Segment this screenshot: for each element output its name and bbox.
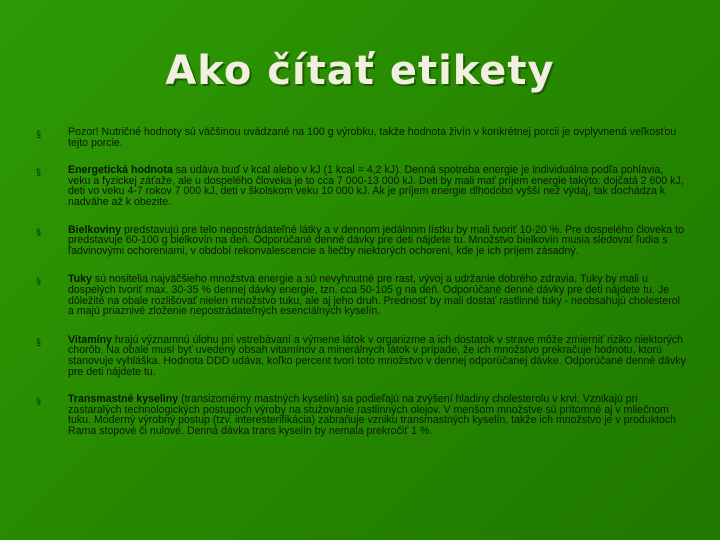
list-item: [36, 225, 686, 257]
item-text: [68, 165, 686, 207]
item-lead: Vitamíny: [68, 333, 112, 346]
bullet-icon: §: [36, 336, 42, 347]
list-item: [36, 165, 686, 207]
item-body: sú nositelia najväčšieho množstva energie a sú nevyhnutné pre rast, vývoj a udržanie dobrého zdravia. Tuky by mali u dospelých tvoriť max. 30-35 % dennej dávky energie, tzn. cca 50-105 g na deň. Odporúčané denné dávky pre deti nájdete tu. Je dôležité na obale rozlišovať nielen množstvo tuku, ale aj jeho druh. Prednosť by mali dostať rastlinné tuky - neobsahujú cholesterol a majú priaznivé zloženie nepostrádateľných esenciálnych kyselín.: [68, 273, 680, 318]
list-item: [36, 394, 686, 436]
item-body: hrajú významnú úlohu pri vstrebávaní a výmene látok v organizme a ich dostatok v strave môže zmierniť riziko niektorých chorôb. Na obale musí byť uvedený obsah vitamínov a minerálnych látok v prípade, že ich množstvo prekračuje hodnotu, ktorú stanovuje vyhláška. Hodnota DDD udáva, koľko percent tvorí toto množstvo v dennej odporúčanej dávke. Odporúčané denné dávky pre deti nájdete tu.: [68, 333, 686, 378]
item-text: [68, 274, 686, 316]
bullet-icon: §: [36, 226, 42, 237]
item-lead: Transmastné kyseliny: [68, 393, 179, 406]
item-lead: Bielkoviny: [68, 223, 121, 236]
item-text: [68, 127, 686, 148]
list-item: [36, 335, 686, 377]
bullet-icon: §: [36, 167, 42, 178]
bullet-icon: §: [36, 129, 42, 139]
item-body: Pozor! Nutričné hodnoty sú väčšinou uvádzané na 100 g výrobku, takže hodnota živín v konkrétnej porcii je ovplyvnená veľkosťou tejto porcie.: [68, 126, 677, 149]
item-text: [68, 394, 686, 436]
list-item: [36, 274, 686, 316]
item-body: sa udáva buď v kcal alebo v kJ (1 kcal = 4,2 kJ). Denná spotreba energie je individuálna podľa pohlavia, veku a fyzickej záťaže, ale u dospelého človeka je to cca 7 000-13 000 kJ. Deti by mali mať príjem energie takýto: dojčatá 2 600 kJ, deti vo veku 4-7 rokov 7 000 kJ, deti v školskom veku 10 000 kJ. Ak je príjem energie dlhodobo vyšší než výdaj, tak dochádza k nadváhe až k obezite.: [68, 164, 684, 208]
item-text: [68, 335, 686, 377]
bullet-icon: §: [36, 396, 42, 407]
item-lead: Energetická hodnota: [68, 164, 173, 177]
item-body: (transizomérny mastných kyselín) sa podieľajú na zvýšení hladiny cholesterolu v krvi. Vznikajú pri zastaralých technologických postupoch výroby na stužovanie rastlinných olejov. V menšom množstve sú prítomné aj v mliečnom tuku. Moderný výrobný postup (tzv. interesterifikácia) zabraňuje vzniku transmastných kyselín, takže ich množstvo je v produktoch Rama stopové či nulové. Denná dávka trans kyselín by nemala prekročiť 1 %.: [68, 393, 677, 437]
bullet-icon: §: [36, 276, 42, 287]
item-lead: Tuky: [68, 273, 92, 286]
slide-title: Ako čítať etikety: [165, 48, 555, 94]
item-text: [68, 225, 686, 257]
list-item: [36, 127, 686, 148]
item-body: predstavujú pre telo nepostrádateľné látky a v dennom jedálnom lístku by mali tvoriť 10-20 %. Pre dospelého človeka to predstavuje 60-100 g bielkovín na deň. Odporúčané denné dávky pre deti nájdete tu. Množstvo bielkovín musia sledovať ľudia s ľadvinovými ochoreniami, v období rekonvalescencie a liečby niektorých ochorení, kde je ich príjem zásadný.: [68, 223, 684, 257]
bullet-list: [36, 127, 686, 436]
